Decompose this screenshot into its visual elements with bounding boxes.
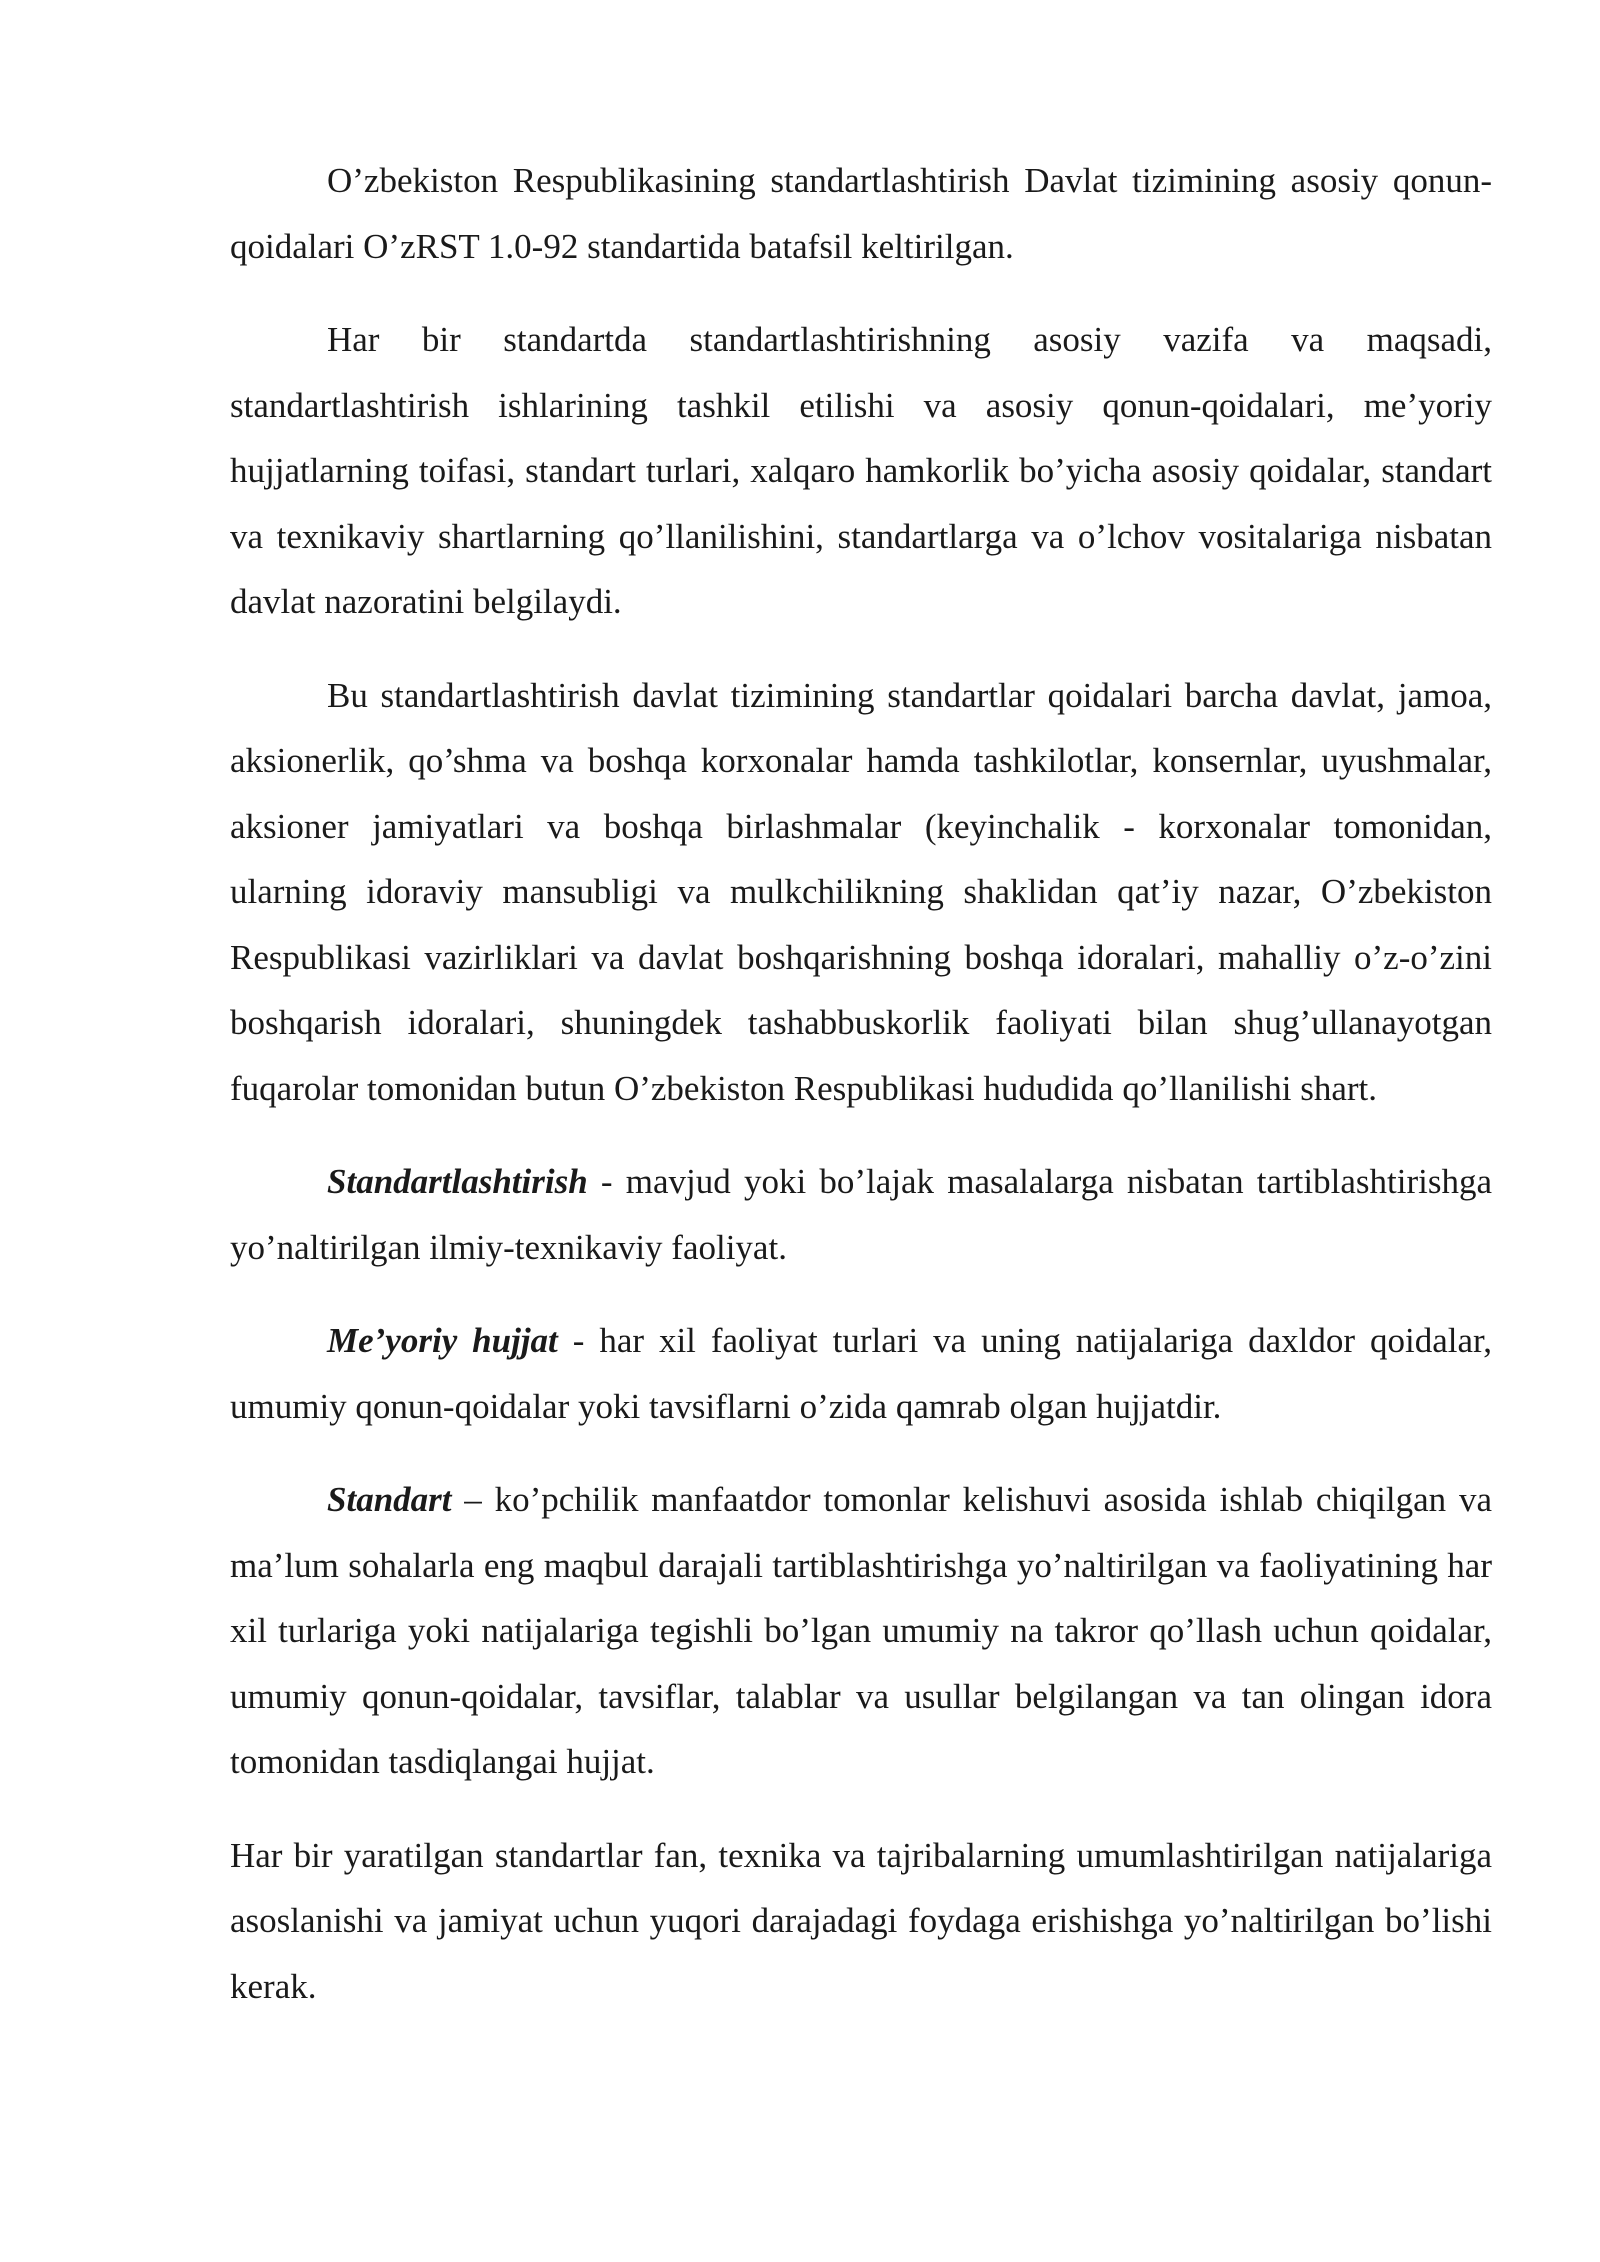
definition-term: Standartlashtirish <box>327 1162 588 1201</box>
definition-term: Me’yoriy hujjat <box>327 1321 558 1360</box>
paragraph-text: Har bir standartda standartlashtirishning asosiy vazifa va maqsadi, standartlashtirish ishlarining tashkil etilishi va asosiy qonun-qoidalari, me’yoriy hujjatlarning toifasi, standart turlari, xalqaro hamkorlik bo’yicha asosiy qoidalar, standart va texnikaviy shartlarning qo’llanilishini, standartlarga va o’lchov vositalariga nisbatan davlat nazoratini belgilaydi. <box>230 320 1492 621</box>
paragraph-intro <box>230 148 1492 279</box>
paragraph-text: Har bir yaratilgan standartlar fan, texnika va tajribalarning umumlashtirilgan natijalariga asoslanishi va jamiyat uchun yuqori darajadagi foydaga erishishga yo’naltirilgan bo’lishi kerak. <box>230 1835 1492 2006</box>
document-page <box>230 148 1492 2047</box>
definition-text: – ko’pchilik manfaatdor tomonlar kelishuvi asosida ishlab chiqilgan va ma’lum sohalarla eng maqbul darajali tartiblashtirishga yo’naltirilgan va faoliyatining har xil turlariga yoki natijalariga tegishli bo’lgan umumiy na takror qo’llash uchun qoidalar, umumiy qonun-qoidalar, tavsiflar, talablar va usullar belgilangan va tan olingan idora tomonidan tasdiqlangai hujjat. <box>230 1480 1492 1781</box>
paragraph-applicability <box>230 663 1492 1122</box>
definition-text: - har xil faoliyat turlari va uning natijalariga daxldor qoidalar, umumiy qonun-qoidalar yoki tavsiflarni o’zida qamrab olgan hujjatdir. <box>230 1321 1493 1426</box>
definition-standart <box>230 1467 1492 1795</box>
definition-text: - mavjud yoki bo’lajak masalalarga nisbatan tartiblashtirishga yo’naltirilgan ilmiy-texnikaviy faoliyat. <box>230 1162 1492 1267</box>
paragraph-text: O’zbekiston Respublikasining standartlashtirish Davlat tizimining asosiy qonun-qoidalari O’zRST 1.0-92 standartida batafsil keltirilgan. <box>230 161 1492 266</box>
definition-term: Standart <box>327 1480 452 1519</box>
paragraph-conclusion <box>230 1823 1492 2020</box>
paragraph-standard-scope <box>230 307 1492 635</box>
paragraph-text: Bu standartlashtirish davlat tizimining standartlar qoidalari barcha davlat, jamoa, aksionerlik, qo’shma va boshqa korxonalar hamda tashkilotlar, konsernlar, uyushmalar, aksioner jamiyatlari va boshqa birlashmalar (keyinchalik - korxonalar tomonidan, ularning idoraviy mansubligi va mulkchilikning shaklidan qat’iy nazar, O’zbekiston Respublikasi vazirliklari va davlat boshqarishning boshqa idoralari, mahalliy o’z-o’zini boshqarish idoralari, shuningdek tashabbuskorlik faoliyati bilan shug’ullanayotgan fuqarolar tomonidan butun O’zbekiston Respublikasi hududida qo’llanilishi shart. <box>230 675 1492 1108</box>
definition-standartlashtirish <box>230 1149 1492 1280</box>
definition-meyoriy-hujjat <box>230 1308 1492 1439</box>
